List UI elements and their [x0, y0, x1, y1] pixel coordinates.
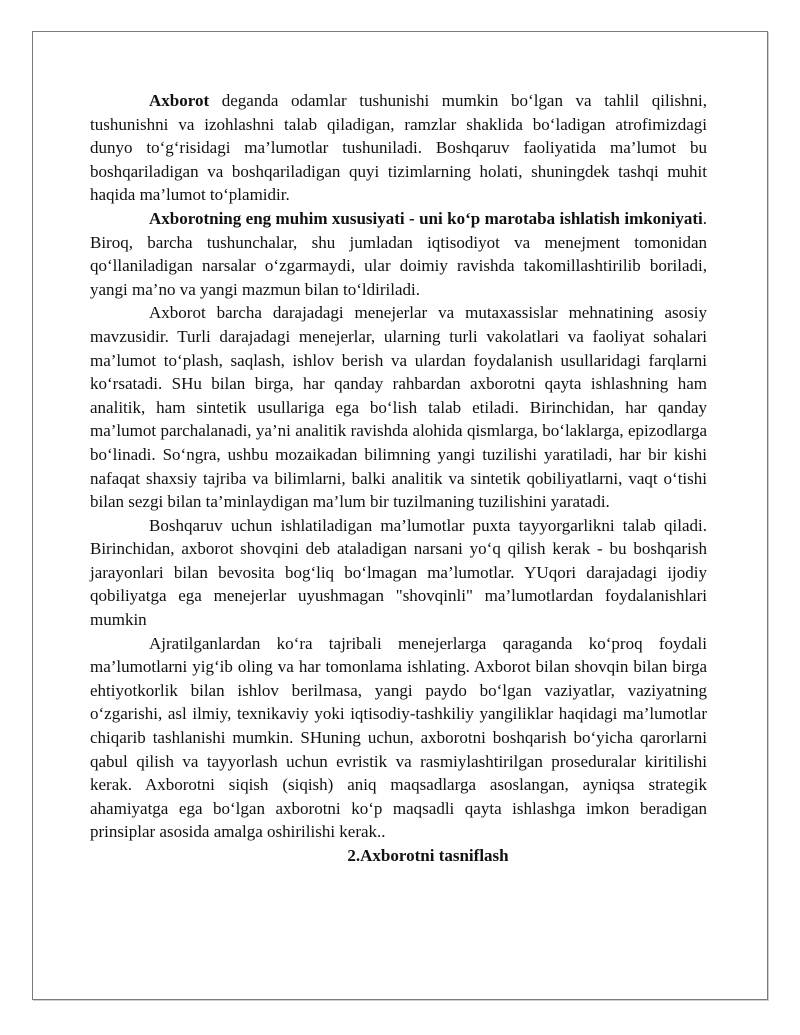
paragraph-3: Axborot barcha darajadagi menejerlar va mutaxassislar mehnatining asosiy mavzusidir. Turli darajadagi menejerlar, ularning turli vakolatlari va faoliyat sohalari ma’lumot to‘plash, saqlash, ishlov berish va ulardan foydalanish usullaridagi farqlarni ko‘rsatadi. SHu bilan birga, har qanday rahbardan axborotni qayta ishlashning ham analitik, ham sintetik usullariga ega bo‘lish talab etiladi. Birinchidan, har qanday ma’lumot parchalanadi, ya’ni analitik ravishda alohida qismlarga, bo‘laklarga, epizodlarga bo‘linadi. So‘ngra, ushbu mozaikadan bilimning yangi tuzilishi yaratiladi, har bir kishi nafaqat shaxsiy tajriba va bilimlarni, balki analitik va sintetik qobiliyatlarni, vaqt o‘tishi bilan sezgi bilan ta’minlaydigan ma’lum bir tuzilmaning tuzilishini yaratadi.	[90, 303, 707, 512]
paragraph-1-text: deganda odamlar tushunishi mumkin bo‘lgan va tahlil qilishni, tushunishni va izohlashni talab qiladigan, ramzlar shaklida bo‘ladigan atrofimizdagi dunyo to‘g‘risidagi ma’lumotlar tushuniladi. Boshqaruv faoliyatida ma’lumot bu boshqariladigan va boshqariladigan quyi tizimlarning holati, shuningdek tashqi muhit haqida ma’lumot to‘plamidir.	[90, 91, 707, 205]
section-heading: 2.Axborotni tasniflash	[347, 846, 509, 865]
document-body	[90, 89, 707, 868]
paragraph-1	[90, 89, 707, 207]
paragraph-2-text: . Biroq, barcha tushunchalar, shu jumladan iqtisodiyot va menejment tomonidan qo‘llaniladigan narsalar o‘zgarmaydi, ular doimiy ravishda takomillashtirilib boriladi, yangi ma’no va yangi mazmun bilan to‘ldiriladi.	[90, 208, 707, 299]
paragraph-2-bold: Axborotning eng muhim xususiyati - uni ko‘p marotaba ishlatish imkoniyati	[149, 208, 703, 228]
paragraph-4: Boshqaruv uchun ishlatiladigan ma’lumotlar puxta tayyorgarlikni talab qiladi. Birinchidan, axborot shovqini deb ataladigan narsani yo‘q qilish kerak - bu boshqarish jarayonlari bilan bevosita bog‘liq bo‘lmagan ma’lumotlar. YUqori darajadagi ijodiy qobiliyatga ega menejerlar uyushmagan "shovqinli" ma’lumotlardan foydalanishlari mumkin	[90, 515, 707, 630]
paragraph-5: Ajratilganlardan ko‘ra tajribali menejerlarga qaraganda ko‘proq foydali ma’lumotlarni yig‘ib oling va har tomonlama ishlating. Axborot bilan shovqin bilan birga ehtiyotkorlik bilan ishlov berilmasa, yangi paydo bo‘lgan vaziyatlar, vaziyatning o‘zgarishi, asl ilmiy, texnikaviy yoki iqtisodiy-tashkiliy yangiliklar haqidagi ma’lumotlar chiqarib tashlanishi mumkin. SHuning uchun, axborotni boshqarish bo‘yicha qarorlarni qabul qilish va tayyorlash uchun evristik va rasmiylashtirilgan proseduralar kiritilishi kerak. Axborotni siqish (siqish) aniq maqsadlarga asoslangan, ayniqsa strategik ahamiyatga ega bo‘lgan axborotni ko‘p maqsadli qayta ishlashga imkon beradigan prinsiplar asosida amalga oshirilishi kerak..	[90, 633, 707, 842]
paragraph-2	[90, 207, 707, 301]
paragraph-1-bold: Axborot	[149, 91, 210, 110]
